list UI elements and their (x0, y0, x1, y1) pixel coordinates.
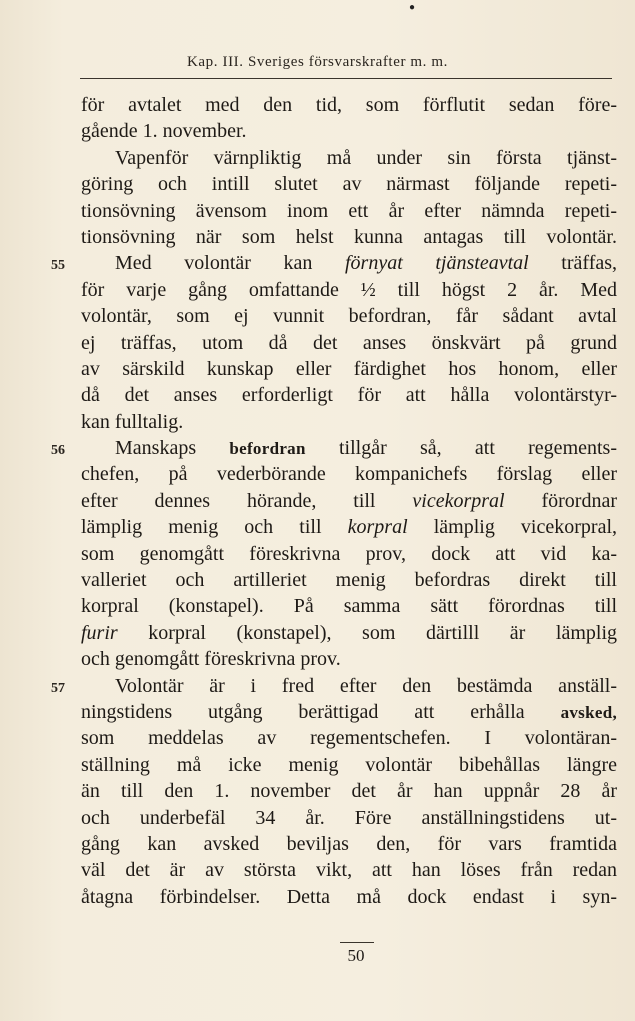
text-line: ställning må icke menig volontär bibehållas längre (81, 753, 617, 776)
paragraph-start (51, 435, 617, 461)
text-line: göring och intill slutet av närmast följande repeti- (81, 173, 617, 196)
ink-dot: ● (409, 2, 416, 13)
italic-term: furir (81, 621, 118, 644)
text-run: Med volontär kan (115, 252, 345, 275)
text-line: och underbefäl 34 år. Före anställningstidens ut- (81, 806, 617, 829)
text-run: ningstidens utgång berättigad att erhålla (81, 700, 561, 723)
text-line: av särskild kunskap eller färdighet hos honom, eller (81, 357, 617, 380)
text-run: tillgår så, att regements- (305, 437, 617, 460)
paragraph-start (51, 673, 617, 699)
text-run: Manskaps (115, 437, 230, 460)
paragraph-start: Vapenför värnpliktig må under sin första tjänst- (115, 146, 617, 169)
italic-term: korpral (347, 516, 408, 539)
margin-number: 56 (51, 443, 65, 459)
text-line (81, 514, 617, 540)
text-line: kan fulltalig. (81, 410, 184, 433)
text-line: korpral (konstapel). På samma sätt förordnas till (81, 595, 617, 618)
text-run: lämplig vicekorpral, (407, 516, 618, 539)
text-line: åtagna förbindelser. Detta må dock endast i syn- (81, 885, 617, 908)
text-line (81, 620, 617, 646)
text-line: för avtalet med den tid, som förflutit sedan före- (81, 94, 617, 116)
text-line: som genomgått föreskrivna prov, dock att vid ka- (81, 542, 617, 565)
text-line: som meddelas av regementschefen. I volontäran- (81, 727, 617, 750)
text-line: väl det är av största vikt, att han löses från redan (81, 859, 617, 882)
text-run: korpral (konstapel), som därtilll är lämplig (117, 621, 617, 644)
text-line: för varje gång omfattande ½ till högst 2 år. Med (81, 278, 617, 301)
text-line: tionsövning ävensom inom ett år efter nämnda repeti- (81, 199, 617, 222)
text-line (81, 488, 617, 514)
text-line: ej träffas, utom då det anses önskvärt på grund (81, 331, 617, 354)
text-line: gång kan avsked beviljas den, för vars framtida (81, 832, 617, 855)
text-line: tionsövning när som helst kunna antagas till volontär. (81, 225, 617, 248)
margin-number: 57 (51, 680, 65, 696)
text-line: då det anses erforderligt för att hålla volontärstyr- (81, 384, 617, 407)
running-header: Kap. III. Sveriges försvarskrafter m. m. (186, 54, 448, 70)
header-rule (80, 78, 612, 79)
italic-term: vicekorpral (412, 489, 505, 512)
footer-rule (340, 942, 374, 943)
text-line: chefen, på vederbörande kompanichefs förslag eller (81, 463, 617, 486)
text-line: volontär, som ej vunnit befordran, får sådant avtal (81, 305, 617, 328)
bold-term: befordran (229, 439, 306, 459)
text-run: förordnar (504, 489, 617, 512)
page-body (51, 92, 618, 910)
text-run: efter dennes hörande, till (81, 489, 413, 512)
text-line: gående 1. november. (81, 120, 247, 143)
text-run: lämplig menig och till (81, 516, 348, 539)
text-line: valleriet och artilleriet menig befordras direkt till (81, 569, 617, 592)
text-line (81, 699, 617, 725)
page-number: 50 (347, 946, 365, 965)
paragraph-start (51, 250, 618, 276)
text-line: än till den 1. november det år han uppnår 28 år (81, 780, 617, 803)
margin-number: 55 (51, 258, 65, 274)
text-run: träffas, (528, 252, 618, 275)
italic-term: förnyat tjänsteavtal (345, 252, 529, 275)
text-run: Volontär är i fred efter den bestämda anställ- (115, 674, 617, 697)
text-line: och genomgått föreskrivna prov. (81, 648, 341, 671)
bold-term: avsked, (560, 702, 617, 722)
